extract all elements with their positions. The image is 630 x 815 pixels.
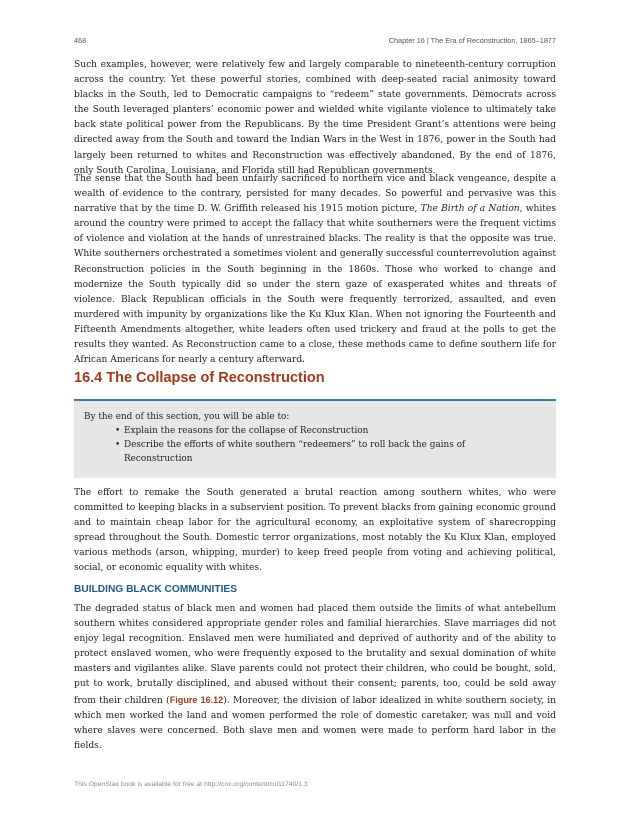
- page-number: 468: [74, 36, 87, 45]
- running-header: [74, 36, 556, 45]
- learning-objectives-box: [74, 399, 556, 478]
- objectives-intro: By the end of this section, you will be able to:: [84, 412, 290, 422]
- chapter-title: Chapter 16 | The Era of Reconstruction, 1865–1877: [388, 36, 556, 45]
- objectives-list: [84, 424, 546, 466]
- paragraph-text: The degraded status of black men and women had placed them outside the limits of what antebellum southern whites considered appropriate gender roles and familial hierarchies. Slave marriages did not enjoy legal recognition. Enslaved men were humiliated and deprived of authority and of the ability to protect enslaved women, who were frequently exposed to the brutality and sexual domination of white masters and vigilantes alike. Slave parents could not protect their children, who could be bought, sold, put to work, brutally disciplined, and abused without their consent; parents, too, could be sold away from their children (: [74, 604, 556, 706]
- section-title: 16.4 The Collapse of Reconstruction: [74, 370, 325, 386]
- figure-link[interactable]: Figure 16.12: [169, 694, 224, 705]
- paragraph-text: , whites around the country were primed to accept the fallacy that white southerners were the frequent victims of violence and violation at the hands of unrestrained blacks. The reality is that the opposite was true. White southerners orchestrated a sometimes violent and generally successful counterrevolution against Reconstruction policies in the South beginning in the 1860s. Those who worked to change and modernize the South typically did so under the stern gaze of exasperated whites and threats of violence. Black Republican officials in the South were frequently terrorized, assaulted, and even murdered with impunity by organizations like the Ku Klux Klan. When not ignoring the Fourteenth and Fifteenth Amendments altogether, white leaders often used trickery and fraud at the polls to get the results they wanted. As Reconstruction came to a close, these methods came to define southern life for African Americans for nearly a century afterward.: [74, 204, 556, 366]
- page-footer: This OpenStax book is available for free at http://cnx.org/content/col11740/1.3: [74, 781, 308, 788]
- objective-item: • Describe the efforts of white southern “redeemers” to roll back the gains of Reconstruction: [124, 438, 484, 466]
- objective-item: • Explain the reasons for the collapse of Reconstruction: [124, 424, 484, 438]
- subheading-building-black-communities: BUILDING BLACK COMMUNITIES: [74, 584, 237, 595]
- paragraph-degraded-status: [74, 602, 556, 754]
- paragraph-brutal-reaction: The effort to remake the South generated a brutal reaction among southern whites, who were committed to keeping blacks in a subservient position. To prevent blacks from gaining economic ground and to maintain cheap labor for the agricultural economy, an exploitative system of sharecropping spread throughout the South. Domestic terror organizations, most notably the Ku Klux Klan, employed various methods (arson, whipping, murder) to keep freed people from voting and achieving political, social, or economic equality with whites.: [74, 488, 556, 574]
- paragraph-text: ). Moreover, the division of labor idealized in white southern society, in which men worked the land and women performed the role of domestic caretaker, was null and void where slaves were concerned. Both slave men and women were made to perform hard labor in the fields.: [74, 695, 556, 751]
- film-title: The Birth of a Nation: [420, 204, 520, 215]
- paragraph-lost-cause: [74, 172, 556, 368]
- paragraph-redemption: Such examples, however, were relatively few and largely comparable to nineteenth-century corruption across the country. Yet these powerful stories, combined with deep-seated racial animosity toward blacks in the South, led to Democratic campaigns to “redeem” state governments. Democrats across the South leveraged planters’ economic power and wielded white vigilante violence to ultimately take back state political power from the Republicans. By the time President Grant’s attentions were being directed away from the South and toward the Indian Wars in the West in 1876, power in the South had largely been returned to whites and Reconstruction was effectively abandoned. By the end of 1876, only South Carolina, Louisiana, and Florida still had Republican governments.: [74, 60, 556, 176]
- paragraph-text: The sense that the South had been unfairly sacrificed to northern vice and black vengeance, despite a wealth of evidence to the contrary, persisted for many decades. So powerful and pervasive was this narrative that by the time D. W. Griffith released his 1915 motion picture,: [74, 174, 556, 215]
